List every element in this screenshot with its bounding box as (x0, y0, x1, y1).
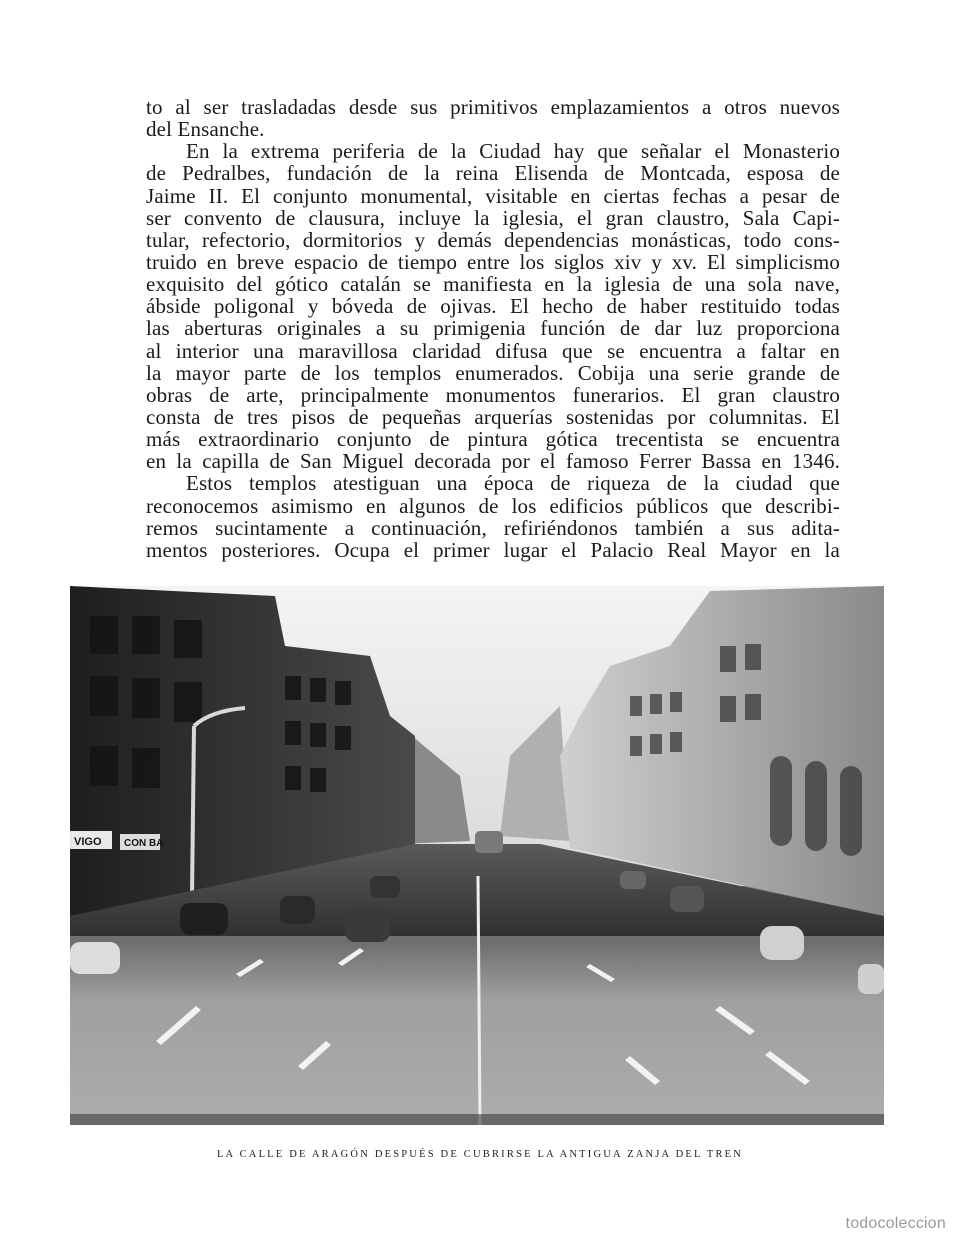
shop-sign-left-text: VIGO (74, 836, 102, 848)
text-line: al interior una maravillosa claridad difusa que se encuentra a faltar en (146, 338, 840, 363)
street-lamp-pole (192, 726, 194, 896)
shop-sign-right-text: CON BA (124, 838, 164, 849)
text-line: truido en breve espacio de tiempo entre los siglos xiv y xv. El simplicismo (146, 249, 840, 274)
text-line: en la capilla de San Miguel decorada por el famoso Ferrer Bassa en 1346. (146, 449, 840, 474)
text-line: Estos templos atestiguan una época de riqueza de la ciudad que (186, 471, 840, 496)
text-line: to al ser trasladadas desde sus primitivos emplazamientos a otros nuevos (146, 95, 840, 119)
text-line: de Pedralbes, fundación de la reina Elisenda de Montcada, esposa de (146, 161, 840, 186)
street-photo (70, 586, 884, 1125)
text-line: reconocemos asimismo en algunos de los edificios públicos que describi- (146, 493, 840, 518)
watermark: todocoleccion (845, 1215, 946, 1232)
center-line (478, 876, 480, 1125)
text-line: obras de arte, principalmente monumentos funerarios. El gran claustro (146, 382, 840, 407)
text-line: la mayor parte de los templos enumerados. Cobija una serie grande de (146, 360, 840, 385)
text-line: exquisito del gótico catalán se manifiesta en la iglesia de una sola nave, (146, 272, 840, 297)
text-line: ser convento de clausura, incluye la iglesia, el gran claustro, Sala Capi- (146, 205, 840, 230)
text-line: las aberturas originales a su primigenia función de dar luz proporciona (146, 316, 840, 341)
text-line: Jaime II. El conjunto monumental, visitable en ciertas fechas a pesar de (146, 183, 840, 208)
text-line: más extraordinario conjunto de pintura gótica trecentista se encuentra (146, 427, 840, 452)
road-foreground (70, 936, 884, 1125)
text-line: del Ensanche. (146, 117, 265, 142)
text-line: remos sucintamente a continuación, refiriéndonos también a sus adita- (146, 515, 840, 540)
text-line: consta de tres pisos de pequeñas arquerías sostenidas por columnitas. El (146, 404, 840, 429)
text-line: ábside poligonal y bóveda de ojivas. El hecho de haber restituido todas (146, 294, 840, 319)
photo-bottom-edge (70, 1114, 884, 1125)
text-line: tular, refectorio, dormitorios y demás dependencias monásticas, todo cons- (146, 227, 840, 252)
body-text (146, 96, 840, 561)
photo-caption: LA CALLE DE ARAGÓN DESPUÉS DE CUBRIRSE LA ANTIGUA ZANJA DEL TREN (216, 1149, 744, 1160)
text-line: En la extrema periferia de la Ciudad hay que señalar el Monasterio (186, 139, 840, 164)
text-line: mentos posteriores. Ocupa el primer lugar el Palacio Real Mayor en la (146, 537, 840, 562)
street-scene-illustration (70, 586, 884, 1125)
